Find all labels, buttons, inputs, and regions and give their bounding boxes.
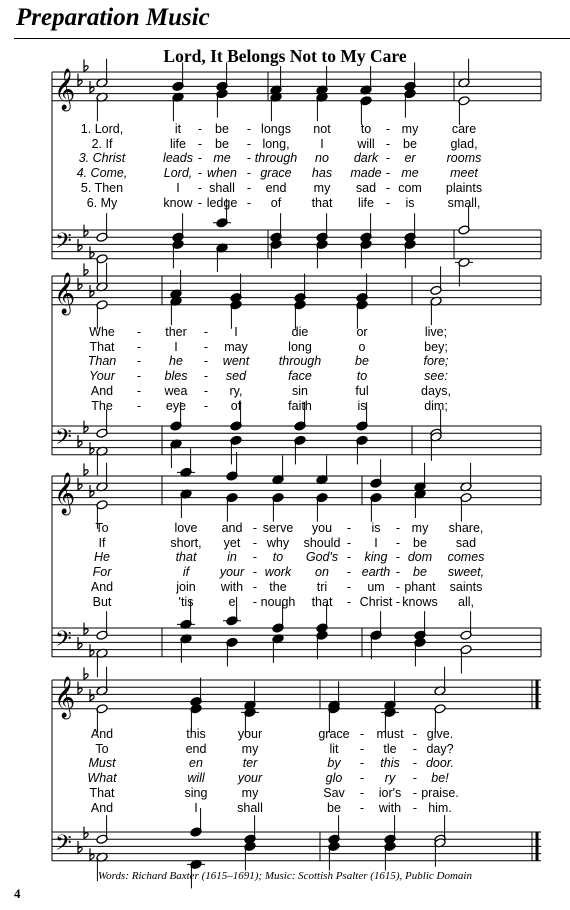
syllable-hyphen: - [136,398,142,413]
syllable-hyphen: - [359,741,365,756]
syllable-hyphen: - [136,325,142,339]
lyric-syllable: God's [305,550,339,565]
syllable-hyphen: - [412,727,418,741]
lyric-syllable: 6. My [86,195,118,210]
syllable-hyphen: - [203,369,209,384]
bass-clef-icon: 𝄢 [55,831,72,861]
lyric-syllable: be [403,136,417,151]
lyric-syllable: And [90,727,114,741]
lyric-syllable: door. [425,756,455,771]
lyric-syllable: faith [288,398,312,413]
lyric-syllable: your [219,565,245,580]
verse-line [0,801,570,815]
lyric-syllable: life [358,195,374,210]
lyric-syllable: en [189,756,203,771]
treble-clef-icon: 𝄞 [54,69,76,110]
lyric-syllable: He [94,550,110,565]
lyric-syllable: ior's [378,785,402,800]
lyric-syllable: this [380,756,400,771]
lyric-syllable: be [413,565,427,580]
syllable-hyphen: - [395,521,401,535]
lyric-syllable: your [237,727,263,741]
lyric-syllable: tri [316,579,328,594]
lyric-syllable: Must [88,756,116,771]
lyric-syllable: is [357,398,367,413]
lyric-syllable: through [278,354,322,369]
lyric-syllable: earth [361,565,391,580]
lyric-syllable: But [92,594,112,609]
lyric-syllable: or [356,325,368,339]
lyric-syllable: that [311,594,333,609]
bass-note [434,838,446,867]
lyric-syllable: end [185,741,207,756]
lyric-syllable: 3. Christ [78,151,126,166]
lyric-syllable: not [313,122,331,136]
syllable-hyphen: - [246,195,252,210]
lyric-syllable: leads [163,151,193,166]
bass-note [244,841,256,870]
lyric-syllable: If [98,535,106,550]
bass-clef-icon: 𝄢 [55,627,72,657]
syllable-hyphen: - [197,166,203,181]
lyric-syllable: long, [262,136,290,151]
lyric-syllable: um [367,579,385,594]
lyric-syllable: will [357,136,375,151]
syllable-hyphen: - [359,800,365,815]
syllable-hyphen: - [346,521,352,535]
lyric-syllable: 1. Lord, [80,122,124,136]
syllable-hyphen: - [252,521,258,535]
lyric-syllable: of [230,398,242,413]
lyric-syllable: Christ [359,594,393,609]
lyric-syllable: to [272,550,284,565]
syllable-hyphen: - [385,180,391,195]
syllable-hyphen: - [346,579,352,594]
lyric-syllable: to [356,369,368,384]
treble-clef-icon: 𝄞 [54,473,76,514]
lyric-syllable: he [169,354,183,369]
soprano-note [384,681,396,710]
lyric-syllable: him. [428,800,452,815]
lyric-syllable: be [215,122,229,136]
syllable-hyphen: - [252,550,258,565]
lyric-syllable: 2. If [91,136,113,151]
syllable-hyphen: - [385,122,391,136]
lyric-syllable: sed [225,369,247,384]
lyric-syllable: glad, [450,136,478,151]
lyric-syllable: tle [383,741,397,756]
soprano-note [244,681,256,710]
syllable-hyphen: - [395,565,401,580]
lyric-syllable: sad [355,180,377,195]
syllable-hyphen: - [359,756,365,771]
syllable-hyphen: - [136,339,142,354]
lyric-syllable: The [91,398,113,413]
syllable-hyphen: - [203,383,209,398]
lyric-syllable: lit [329,741,339,756]
syllable-hyphen: - [136,383,142,398]
lyric-syllable: yet [223,535,241,550]
lyric-syllable: through [254,151,298,166]
lyric-syllable: saints [449,579,483,594]
bass-note [328,841,340,870]
flat-icon [90,848,94,860]
syllable-hyphen: - [252,579,258,594]
lyric-syllable: my [241,741,259,756]
syllable-hyphen: - [197,180,203,195]
syllable-hyphen: - [412,741,418,756]
verse-line [0,742,570,756]
lyric-syllable: That [89,785,115,800]
lyric-syllable: in [227,550,237,565]
lyric-syllable: made [350,166,382,181]
lyric-syllable: of [270,195,282,210]
lyric-syllable: will [187,771,205,786]
syllable-hyphen: - [197,122,203,136]
syllable-hyphen: - [359,727,365,741]
lyric-syllable: be [327,800,341,815]
lyric-syllable: 'tis [178,594,194,609]
lyric-syllable: the [269,579,287,594]
syllable-hyphen: - [395,579,401,594]
lyric-syllable: Your [89,369,115,384]
lyric-syllable: To [95,741,109,756]
syllable-hyphen: - [246,136,252,151]
lyric-syllable: has [311,166,333,181]
syllable-hyphen: - [136,369,142,384]
syllable-hyphen: - [197,151,203,166]
verse-line [0,727,570,741]
lyric-syllable: to [360,122,372,136]
syllable-hyphen: - [385,166,391,181]
lyric-syllable: eye [165,398,187,413]
lyric-syllable: I [234,325,238,339]
lyric-syllable: when [207,166,237,181]
lyric-syllable: your [237,771,263,786]
hymn-title: Lord, It Belongs Not to My Care [163,46,407,66]
lyric-syllable: er [404,151,416,166]
lyric-syllable: long [288,339,312,354]
lyric-syllable: days, [421,383,451,398]
lyric-syllable: And [90,579,114,594]
hymn-credit: Words: Richard Baxter (1615–1691); Music: Scottish Psalter (1615), Public Domain [98,870,472,882]
lyric-syllable: sin [292,383,308,398]
lyric-syllable: sweet, [447,565,485,580]
lyric-syllable: Sav [323,785,345,800]
treble-staff [52,667,541,719]
lyric-syllable: day? [426,741,454,756]
tenor-note [96,815,108,844]
syllable-hyphen: - [395,535,401,550]
bass-staff [52,827,541,861]
lyric-syllable: rooms [446,151,482,166]
lyric-syllable: I [174,339,178,354]
syllable-hyphen: - [203,354,209,369]
syllable-hyphen: - [136,354,142,369]
lyric-syllable: my [411,521,429,535]
lyric-syllable: no [315,151,329,166]
lyric-syllable: face [288,369,312,384]
lyric-syllable: ful [355,383,369,398]
lyric-syllable: with [378,800,402,815]
section-title: Preparation Music [16,4,210,31]
lyric-syllable: short, [170,535,202,550]
lyric-syllable: bles [164,369,188,384]
lyric-syllable: meet [450,166,478,181]
syllable-hyphen: - [246,180,252,195]
lyric-syllable: small, [447,195,481,210]
verse-line [0,771,570,785]
syllable-hyphen: - [203,325,209,339]
lyric-syllable: this [186,727,206,741]
tenor-note [244,815,256,844]
lyric-syllable: comes [447,550,485,565]
lyric-syllable: you [311,521,333,535]
lyric-syllable: may [224,339,248,354]
lyric-syllable: give. [426,727,454,741]
verse-line [0,786,570,800]
lyric-syllable: longs [261,122,291,136]
lyric-syllable: And [90,800,114,815]
lyric-syllable: For [92,565,112,580]
lyric-syllable: 5. Then [80,180,124,195]
lyric-syllable: ter [242,756,258,771]
lyric-syllable: wea [164,383,188,398]
lyric-syllable: me [401,166,419,181]
flat-icon [78,682,82,694]
lyric-syllable: sad [455,535,477,550]
lyric-syllable: be [215,136,229,151]
syllable-hyphen: - [395,594,401,609]
syllable-hyphen: - [203,339,209,354]
lyric-syllable: love [174,521,198,535]
lyric-syllable: my [313,180,331,195]
lyric-syllable: live; [424,325,448,339]
soprano-note [434,667,446,696]
lyric-syllable: To [95,521,109,535]
syllable-hyphen: - [252,535,258,550]
lyric-syllable: ry [384,771,396,786]
syllable-hyphen: - [203,398,209,413]
lyric-syllable: my [401,122,419,136]
lyric-syllable: by [327,756,341,771]
lyric-syllable: ry, [229,383,243,398]
bass-clef-icon: 𝄢 [55,425,72,455]
lyric-syllable: why [266,535,290,550]
lyric-syllable: know [163,195,193,210]
lyric-syllable: knows [402,594,438,609]
syllable-hyphen: - [385,151,391,166]
lyric-syllable: ledge [206,195,238,210]
lyric-syllable: nough [260,594,296,609]
lyric-syllable: shall [237,800,263,815]
flat-icon [84,827,88,839]
lyric-syllable: on [315,565,329,580]
tenor-note [328,815,340,844]
lyric-syllable: be [413,535,427,550]
lyric-syllable: That [89,339,115,354]
lyric-syllable: went [222,354,250,369]
flat-icon [84,667,88,679]
lyric-syllable: bey; [424,339,448,354]
lyric-syllable: I [176,180,180,195]
lyric-syllable: share, [448,521,484,535]
syllable-hyphen: - [385,136,391,151]
lyric-syllable: is [405,195,415,210]
lyric-syllable: all, [458,594,474,609]
lyric-syllable: Than [87,354,117,369]
treble-clef-icon: 𝄞 [54,677,76,718]
lyric-syllable: must [376,727,404,741]
lyric-syllable: it [174,122,182,136]
lyric-syllable: and [221,521,243,535]
syllable-hyphen: - [395,550,401,565]
syllable-hyphen: - [412,771,418,786]
lyric-syllable: grace [318,727,350,741]
lyric-syllable: me [213,151,231,166]
bass-note [384,841,396,870]
syllable-hyphen: - [246,151,252,166]
treble-clef-icon: 𝄞 [54,273,76,314]
verse-line [0,756,570,770]
lyric-syllable: should [303,535,341,550]
flat-icon [78,841,82,853]
lyric-syllable: is [371,521,381,535]
lyric-syllable: care [451,122,477,136]
lyric-syllable: my [241,785,259,800]
syllable-hyphen: - [252,565,258,580]
lyric-syllable: e [228,594,236,609]
syllable-hyphen: - [359,785,365,800]
bass-clef-icon: 𝄢 [55,229,72,259]
lyric-syllable: 4. Come, [76,166,128,181]
lyric-syllable: be [355,354,369,369]
lyric-syllable: dom [407,550,433,565]
syllable-hyphen: - [359,771,365,786]
flat-icon [90,689,94,701]
soprano-note [96,667,108,696]
lyric-syllable: shall [209,180,235,195]
syllable-hyphen: - [412,756,418,771]
lyric-syllable: grace [260,166,292,181]
lyric-syllable: praise. [421,785,459,800]
syllable-hyphen: - [246,166,252,181]
syllable-hyphen: - [412,785,418,800]
syllable-hyphen: - [252,594,258,609]
syllable-hyphen: - [346,565,352,580]
lyric-syllable: dim; [424,398,448,413]
lyric-syllable: And [90,383,114,398]
syllable-hyphen: - [197,136,203,151]
lyric-syllable: com [398,180,422,195]
lyric-syllable: plaints [445,180,483,195]
lyric-syllable: Lord, [163,166,193,181]
lyric-syllable: o [358,339,366,354]
lyric-syllable: be! [431,771,449,786]
tenor-note [384,815,396,844]
soprano-note [190,678,202,707]
lyric-syllable: I [194,800,198,815]
syllable-hyphen: - [346,550,352,565]
lyric-syllable: see: [424,369,448,384]
syllable-hyphen: - [385,195,391,210]
lyric-syllable: work [264,565,292,580]
syllable-hyphen: - [412,800,418,815]
lyric-syllable: I [374,535,378,550]
lyric-syllable: glo [325,771,343,786]
syllable-hyphen: - [246,122,252,136]
lyric-syllable: Whe [89,325,115,339]
lyric-syllable: serve [262,521,294,535]
lyric-syllable: sing [184,785,208,800]
lyric-syllable: What [87,771,117,786]
lyric-syllable: phant [404,579,436,594]
lyric-syllable: end [265,180,287,195]
lyric-syllable: I [320,136,324,151]
syllable-hyphen: - [346,535,352,550]
syllable-hyphen: - [197,195,203,210]
lyric-syllable: life [170,136,186,151]
lyric-syllable: with [220,579,244,594]
lyric-syllable: that [311,195,333,210]
lyric-syllable: dark [353,151,379,166]
lyric-syllable: that [175,550,197,565]
lyric-syllable: ther [165,325,187,339]
lyric-syllable: fore; [423,354,449,369]
syllable-hyphen: - [346,594,352,609]
lyric-syllable: join [176,579,196,594]
lyric-syllable: king [364,550,388,565]
lyric-syllable: if [182,565,190,580]
page-number: 4 [14,886,21,901]
lyric-syllable: die [291,325,309,339]
